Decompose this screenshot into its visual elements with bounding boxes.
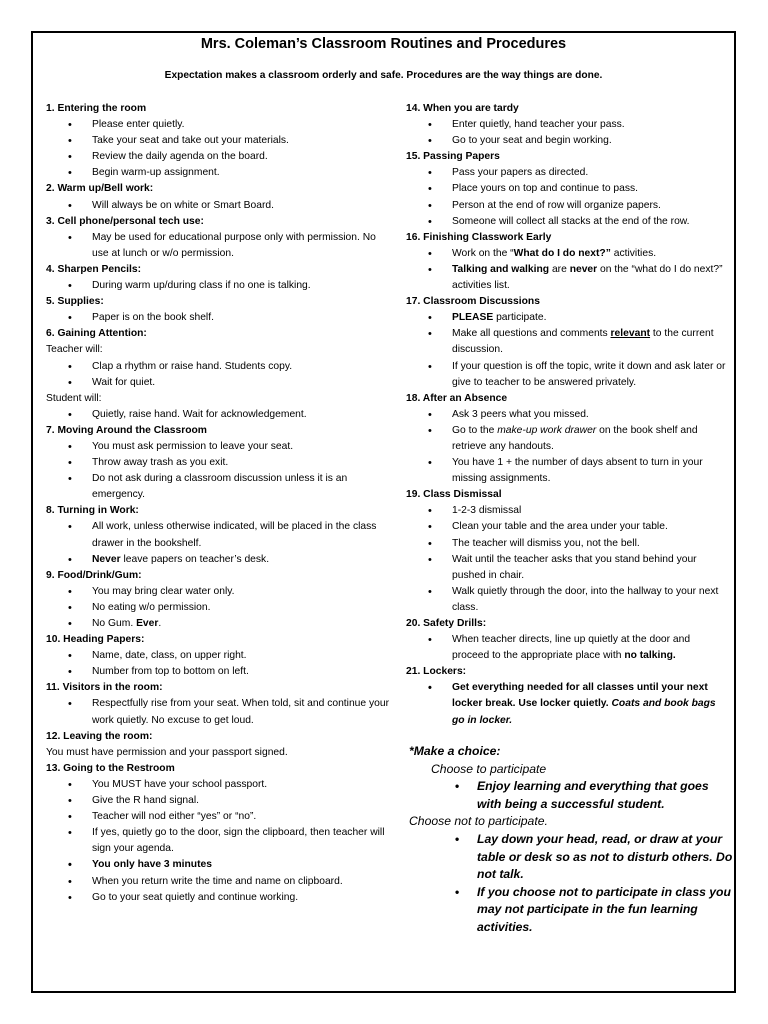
list-item: • Review the daily agenda on the board. <box>46 149 391 165</box>
emphasis-text: PLEASE <box>452 312 494 324</box>
section-list <box>406 407 728 487</box>
list-item: • Begin warm-up assignment. <box>46 165 391 181</box>
item-text: activities. <box>610 247 657 259</box>
list-item: • Give the R hand signal. <box>46 793 391 809</box>
item-text: leave papers on teacher’s desk. <box>120 553 270 565</box>
emphasis-text: What do I do next?” <box>513 247 611 259</box>
list-item: • You only have 3 minutes <box>46 857 391 873</box>
list-item <box>406 423 728 455</box>
item-text: to the current discussion. <box>452 328 714 356</box>
item-text: Get everything needed for all classes until your next locker break. Use locker quietly. <box>452 682 708 710</box>
emphasis-text: Talking and walking <box>452 263 550 275</box>
list-item: • Walk quietly through the door, into the hallway to your next class. <box>406 584 728 616</box>
page-subtitle: Expectation makes a classroom orderly and safe. Procedures are the way things are done. <box>164 70 603 81</box>
section-list <box>406 117 728 149</box>
section-heading: 9. Food/Drink/Gum: <box>46 569 142 581</box>
section-heading: 14. When you are tardy <box>406 103 519 114</box>
section-list <box>406 680 728 728</box>
list-item <box>406 262 728 294</box>
section-list <box>46 407 391 423</box>
section-heading: 2. Warm up/Bell work: <box>46 183 154 195</box>
section-heading: 10. Heading Papers: <box>46 634 145 646</box>
page-title: Mrs. Coleman’s Classroom Routines and Procedures <box>200 36 567 52</box>
choice-list <box>409 831 734 937</box>
list-item <box>46 552 391 568</box>
list-item: • If yes, quietly go to the door, sign the clipboard, then teacher will sign your agenda. <box>46 825 391 857</box>
italic-text: make-up work drawer <box>497 424 597 436</box>
section-heading: 4. Sharpen Pencils: <box>46 263 141 275</box>
section-list <box>46 359 391 391</box>
section-list <box>46 198 391 214</box>
list-item: • Please enter quietly. <box>46 117 391 133</box>
section-heading: 6. Gaining Attention: <box>46 328 147 340</box>
list-item: • During warm up/during class if no one is talking. <box>46 278 391 294</box>
section-list <box>46 310 391 326</box>
item-text: Go to the <box>452 424 498 436</box>
choice-label: Choose not to participate. <box>409 814 548 829</box>
section-heading: 15. Passing Papers <box>406 151 500 163</box>
item-text: on the book shelf and retrieve any handouts. <box>452 424 698 452</box>
section-list <box>46 696 391 728</box>
list-item: • You may bring clear water only. <box>46 584 391 600</box>
choice-section <box>409 743 734 937</box>
section-list <box>46 777 391 906</box>
list-item: • Clean your table and the area under your table. <box>406 519 728 535</box>
list-item: • Pass your papers as directed. <box>406 165 728 181</box>
list-item: • Throw away trash as you exit. <box>46 455 391 471</box>
item-text: are <box>549 263 570 275</box>
section-list <box>406 310 728 390</box>
list-item: • Number from top to bottom on left. <box>46 664 391 680</box>
section-list <box>46 519 391 567</box>
list-item: • Teacher will nod either “yes” or “no”. <box>46 809 391 825</box>
list-item: • Ask 3 peers what you missed. <box>406 407 728 423</box>
list-item: • Lay down your head, read, or draw at your table or desk so as not to disturb others. Do not talk. <box>409 831 734 884</box>
section-heading: 3. Cell phone/personal tech use: <box>46 215 204 227</box>
choice-label: Choose to participate <box>431 761 547 776</box>
page-frame <box>31 31 736 993</box>
italic-text: Coats and book bags go in locker. <box>452 698 716 726</box>
sub-label: Teacher will: <box>46 344 103 356</box>
section-list <box>46 117 391 181</box>
section-heading: 12. Leaving the room: <box>46 730 153 742</box>
emphasis-text: never <box>569 263 598 275</box>
section-heading: 20. Safety Drills: <box>406 618 487 629</box>
section-list <box>46 230 391 262</box>
list-item <box>406 246 728 262</box>
section-list <box>406 246 728 294</box>
list-item: • If your question is off the topic, write it down and ask later or give to teacher to be answered privately. <box>406 359 728 391</box>
list-item <box>406 310 728 326</box>
list-item: • Wait for quiet. <box>46 375 391 391</box>
item-text: . <box>158 618 162 629</box>
left-column <box>46 101 391 906</box>
list-item: • Paper is on the book shelf. <box>46 310 391 326</box>
list-item: • If you choose not to participate in class you may not participate in the fun learning activities. <box>409 884 734 937</box>
section-list <box>406 165 728 229</box>
list-item: • Enter quietly, hand teacher your pass. <box>406 117 728 133</box>
choice-list <box>409 778 734 813</box>
list-item: • Go to your seat and begin working. <box>406 133 728 149</box>
item-text: No Gum. <box>92 618 137 629</box>
list-item: • All work, unless otherwise indicated, will be placed in the class drawer in the bookshelf. <box>46 519 391 551</box>
list-item: • Enjoy learning and everything that goes with being a successful student. <box>409 778 734 813</box>
list-item: • 1-2-3 dismissal <box>406 503 728 519</box>
list-item: • You must ask permission to leave your seat. <box>46 439 391 455</box>
item-text: participate. <box>493 312 547 324</box>
section-heading: 21. Lockers: <box>406 666 467 678</box>
plain-line: You must have permission and your passport signed. <box>46 746 288 758</box>
item-text: Work on the “ <box>452 247 514 259</box>
list-item: • Clap a rhythm or raise hand. Students copy. <box>46 359 391 375</box>
choice-heading: *Make a choice: <box>409 744 501 758</box>
section-heading: 18. After an Absence <box>406 392 508 404</box>
section-list <box>46 278 391 294</box>
list-item: • You MUST have your school passport. <box>46 777 391 793</box>
list-item: • Quietly, raise hand. Wait for acknowledgement. <box>46 407 391 423</box>
list-item: • When you return write the time and name on clipboard. <box>46 874 391 890</box>
list-item: • Someone will collect all stacks at the end of the row. <box>406 214 728 230</box>
emphasis-text: Never <box>92 553 121 565</box>
section-heading: 16. Finishing Classwork Early <box>406 231 552 243</box>
list-item: • Take your seat and take out your materials. <box>46 133 391 149</box>
section-heading: 13. Going to the Restroom <box>46 762 175 774</box>
section-heading: 17. Classroom Discussions <box>406 296 540 308</box>
list-item: • Do not ask during a classroom discussion unless it is an emergency. <box>46 471 391 503</box>
emphasis-text: no talking. <box>624 650 676 662</box>
section-heading: 19. Class Dismissal <box>406 489 502 501</box>
section-list <box>406 632 728 664</box>
item-text: When teacher directs, line up quietly at the door and proceed to the appropriate place with <box>452 634 691 662</box>
item-text: Make all questions and comments <box>452 328 611 340</box>
underlined-text: relevant <box>610 328 651 340</box>
list-item: • Respectfully rise from your seat. When told, sit and continue your work quietly. No excuse to get loud. <box>46 696 391 728</box>
section-list <box>406 503 728 616</box>
section-heading: 7. Moving Around the Classroom <box>46 424 207 436</box>
section-list <box>46 584 391 632</box>
emphasis-text: Ever <box>136 618 159 629</box>
list-item: • The teacher will dismiss you, not the bell. <box>406 536 728 552</box>
list-item: • Person at the end of row will organize papers. <box>406 198 728 214</box>
sub-label: Student will: <box>46 392 102 404</box>
item-text: on the “what do I do next?” activities list. <box>452 263 723 292</box>
section-heading: 11. Visitors in the room: <box>46 682 163 694</box>
right-column <box>406 101 728 729</box>
list-item: • No eating w/o permission. <box>46 600 391 616</box>
section-heading: 1. Entering the room <box>46 103 147 114</box>
section-heading: 5. Supplies: <box>46 296 104 308</box>
list-item <box>406 326 728 358</box>
section-list <box>46 439 391 503</box>
list-item <box>46 616 391 632</box>
section-heading: 8. Turning in Work: <box>46 505 139 517</box>
list-item: • Name, date, class, on upper right. <box>46 648 391 664</box>
list-item: • May be used for educational purpose only with permission. No use at lunch or w/o permission. <box>46 230 391 262</box>
list-item: • You have 1 + the number of days absent to turn in your missing assignments. <box>406 455 728 487</box>
section-list <box>46 648 391 680</box>
list-item: • Wait until the teacher asks that you stand behind your pushed in chair. <box>406 552 728 584</box>
list-item <box>406 680 728 728</box>
list-item: • Will always be on white or Smart Board. <box>46 198 391 214</box>
list-item: • Place yours on top and continue to pass. <box>406 181 728 197</box>
list-item: • Go to your seat quietly and continue working. <box>46 890 391 906</box>
list-item <box>406 632 728 664</box>
